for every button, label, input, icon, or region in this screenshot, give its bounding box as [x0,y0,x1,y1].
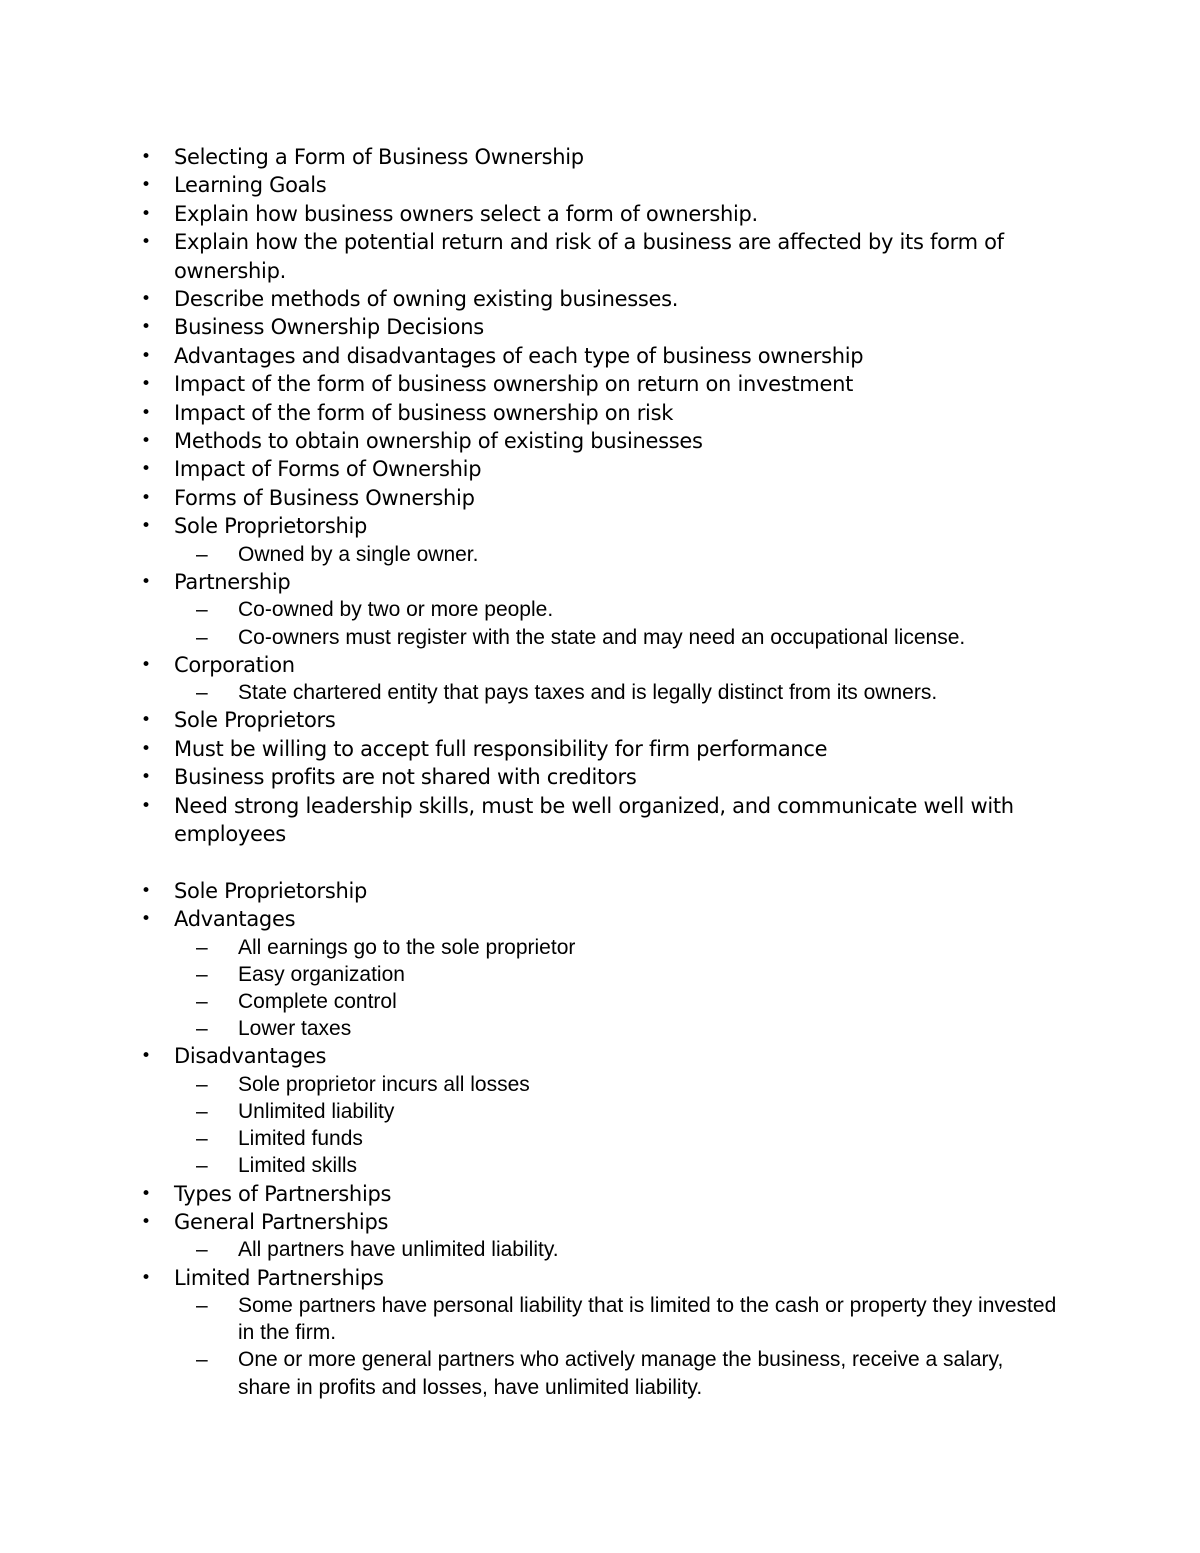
bullet-marker: • [141,516,151,537]
dash-marker: – [196,681,208,705]
sub-bullet-item [0,1236,1058,1263]
sub-bullet-text: Co-owned by two or more people. [238,598,554,622]
bullet-marker: • [141,459,151,480]
bullet-item [0,171,1034,199]
sub-bullet-item [0,679,1058,706]
bullet-item [0,905,1034,933]
sub-bullet-text: All partners have unlimited liability. [238,1238,559,1262]
bullet-text: Partnership [174,569,291,594]
bullet-marker: • [141,654,151,675]
dash-marker: – [196,989,208,1013]
bullet-text: Corporation [174,652,295,677]
bullet-marker: • [141,880,151,901]
sub-bullet-item [0,1015,1058,1042]
bullet-text: Sole Proprietorship [174,878,368,903]
bullet-text: Business Ownership Decisions [174,315,484,340]
bullet-text: Must be willing to accept full responsibility for firm performance [174,736,828,761]
bullet-marker: • [141,431,151,452]
sub-bullet-item [0,1152,1058,1179]
bullet-text: Advantages and disadvantages of each type of business ownership [174,343,864,368]
bullet-text: Business profits are not shared with creditors [174,765,637,790]
sub-bullet-text: Limited funds [238,1127,363,1151]
bullet-text: Sole Proprietorship [174,514,368,539]
dash-marker: – [196,1099,208,1123]
bullet-item [0,1208,1034,1236]
sub-bullet-text: Co-owners must register with the state and may need an occupational license. [238,625,966,649]
sub-bullet-item [0,1125,1058,1152]
bullet-marker: • [141,767,151,788]
bullet-item [0,313,1034,341]
sub-bullet-item [0,596,1058,623]
sub-bullet-text: Limited skills [238,1154,358,1178]
bullet-marker: • [141,345,151,366]
bullet-item [0,1264,1034,1292]
sub-bullet-text: Sole proprietor incurs all losses [238,1072,530,1096]
bullet-item [0,143,1034,171]
bullet-text: Advantages [174,907,296,932]
bullet-marker: • [141,487,151,508]
bullet-item [0,1180,1034,1208]
dash-marker: – [196,1127,208,1151]
dash-marker: – [196,542,208,566]
bullet-item [0,228,1034,285]
bullet-marker: • [141,738,151,759]
sub-bullet-text: Owned by a single owner. [238,542,479,566]
bullet-marker: • [141,1211,151,1232]
bullet-text: Limited Partnerships [174,1265,384,1290]
dash-marker: – [196,1294,208,1317]
bullet-text: Learning Goals [174,173,327,198]
bullet-text: Selecting a Form of Business Ownership [174,145,584,169]
bullet-marker: • [141,203,151,224]
dash-marker: – [196,962,208,986]
bullet-marker: • [141,232,151,253]
bullet-marker: • [141,289,151,310]
sub-bullet-item [0,1292,1058,1346]
bullet-text: Impact of the form of business ownership on risk [174,400,674,425]
bullet-marker: • [141,1267,151,1288]
bullet-text: Describe methods of owning existing businesses. [174,287,679,312]
bullet-item [0,512,1034,540]
bullet-marker: • [141,147,151,167]
dash-marker: – [196,598,208,622]
bullet-item [0,735,1034,763]
bullet-item [0,455,1034,483]
sub-bullet-item [0,1346,1058,1400]
sub-bullet-item [0,1098,1058,1125]
bullet-item [0,427,1034,455]
bullet-text: General Partnerships [174,1209,389,1234]
sub-bullet-item [0,934,1058,961]
sub-bullet-text: Unlimited liability [238,1099,395,1123]
sub-bullet-text: Some partners have personal liability that is limited to the cash or property they invested in the firm. [238,1294,1057,1345]
bullet-text: Disadvantages [174,1044,327,1069]
sub-bullet-text: Easy organization [238,962,405,986]
bullet-item [0,200,1034,228]
bullet-item [0,1042,1034,1070]
dash-marker: – [196,625,208,649]
dash-marker: – [196,1072,208,1096]
bullet-text: Forms of Business Ownership [174,485,475,510]
bullet-marker: • [141,571,151,592]
bullet-item [0,285,1034,313]
bullet-item [0,792,1034,849]
bullet-item [0,763,1034,791]
bullet-item [0,877,1034,905]
bullet-item [0,342,1034,370]
bullet-marker: • [141,402,151,423]
bullet-text: Explain how business owners select a form of ownership. [174,201,758,226]
blank-line [0,848,1200,876]
sub-bullet-text: State chartered entity that pays taxes and is legally distinct from its owners. [238,681,938,705]
dash-marker: – [196,1017,208,1041]
bullet-text: Impact of Forms of Ownership [174,457,482,482]
bullet-marker: • [141,909,151,930]
bullet-item [0,370,1034,398]
bullet-text: Need strong leadership skills, must be well organized, and communicate well with employees [174,793,1014,846]
bullet-marker: • [141,175,151,196]
sub-bullet-item [0,988,1058,1015]
sub-bullet-text: One or more general partners who actively manage the business, receive a salary, share in profits and losses, have unlimited liability. [238,1348,1004,1399]
dash-marker: – [196,1238,208,1262]
sub-bullet-text: Complete control [238,989,397,1013]
bullet-item [0,484,1034,512]
bullet-text: Explain how the potential return and risk of a business are affected by its form of ownership. [174,230,1004,283]
sub-bullet-item [0,961,1058,988]
dash-marker: – [196,1154,208,1178]
sub-bullet-text: Lower taxes [238,1017,352,1041]
bullet-text: Sole Proprietors [174,708,336,733]
sub-bullet-item [0,624,1058,651]
bullet-marker: • [141,795,151,816]
sub-bullet-item [0,541,1058,568]
bullet-item [0,399,1034,427]
bullet-item [0,706,1034,734]
bullet-text: Impact of the form of business ownership on return on investment [174,372,854,397]
bullet-item [0,568,1034,596]
sub-bullet-text: All earnings go to the sole proprietor [238,935,576,959]
bullet-outline [0,143,1200,1401]
bullet-marker: • [141,1183,151,1204]
bullet-marker: • [141,1046,151,1067]
bullet-marker: • [141,374,151,395]
dash-marker: – [196,1348,208,1372]
sub-bullet-item [0,1071,1058,1098]
dash-marker: – [196,935,208,959]
bullet-text: Types of Partnerships [174,1181,392,1206]
bullet-marker: • [141,710,151,731]
bullet-text: Methods to obtain ownership of existing businesses [174,429,703,454]
bullet-item [0,651,1034,679]
bullet-marker: • [141,317,151,338]
